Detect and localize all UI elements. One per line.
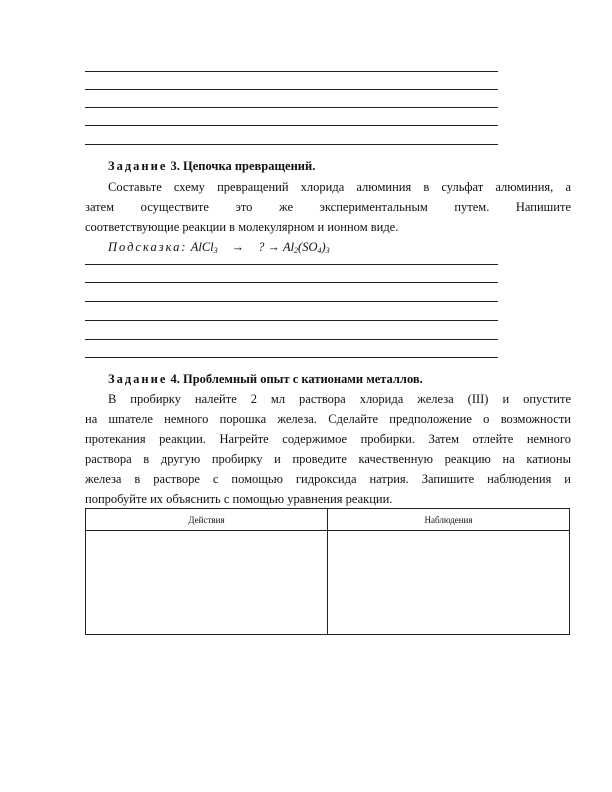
- hint-unknown: ?: [258, 240, 265, 254]
- task4-line: В пробирку налейте 2 мл раствора хлорида железа (III) и опустите: [108, 392, 571, 406]
- task4-title: 4. Проблемный опыт с катионами металлов.: [170, 372, 423, 386]
- hint-end-formula: $Al_2(SO_4)_3$: [282, 240, 330, 255]
- task4-line: протекания реакции. Нагрейте содержимое пробирки. Затем отлейте немного: [85, 432, 571, 446]
- hint-label: Подсказка:: [108, 240, 188, 254]
- task3-label: Задание: [108, 159, 168, 173]
- task3-hint: [108, 240, 330, 255]
- task3-title: 3. Цепочка превращений.: [170, 159, 316, 173]
- hint-start-formula: AlCl$_3$: [190, 240, 218, 255]
- task3-heading: [108, 159, 315, 174]
- task3-line: Составьте схему превращений хлорида алюминия в сульфат алюминия, а: [108, 180, 571, 194]
- task4-line: раствора в другую пробирку и проведите качественную реакцию на катионы: [85, 452, 571, 466]
- task3-line: затем осуществите это же экспериментальным путем. Напишите: [85, 200, 571, 214]
- arrow-icon: →: [267, 240, 281, 254]
- task3-line: соответствующие реакции в молекулярном и ионном виде.: [85, 220, 399, 234]
- table-header-row: [86, 509, 570, 531]
- answer-line: [85, 125, 498, 126]
- actions-cell[interactable]: [86, 531, 328, 635]
- answer-line: [85, 339, 498, 340]
- task4-label: Задание: [108, 372, 168, 386]
- task4-line: попробуйте их объяснить с помощью уравнения реакции.: [85, 492, 393, 506]
- answer-line: [85, 264, 498, 265]
- arrow-icon: →: [231, 240, 245, 254]
- task4-line: на шпателе немного порошка железа. Сделайте предположение о возможности: [85, 412, 571, 426]
- answer-line: [85, 107, 498, 108]
- answer-line: [85, 320, 498, 321]
- column-header-actions: Действия: [86, 509, 328, 531]
- answer-line: [85, 357, 498, 358]
- answer-line: [85, 89, 498, 90]
- task4-text: [85, 389, 571, 509]
- answer-line: [85, 71, 498, 72]
- answer-line: [85, 301, 498, 302]
- table-row: [86, 531, 570, 635]
- observation-table: [85, 508, 570, 635]
- observations-cell[interactable]: [328, 531, 570, 635]
- task3-text: [85, 177, 571, 237]
- task4-heading: [108, 372, 423, 387]
- column-header-observations: Наблюдения: [328, 509, 570, 531]
- task4-line: железа в растворе с помощью гидроксида натрия. Запишите наблюдения и: [85, 472, 571, 486]
- answer-line: [85, 144, 498, 145]
- answer-line: [85, 282, 498, 283]
